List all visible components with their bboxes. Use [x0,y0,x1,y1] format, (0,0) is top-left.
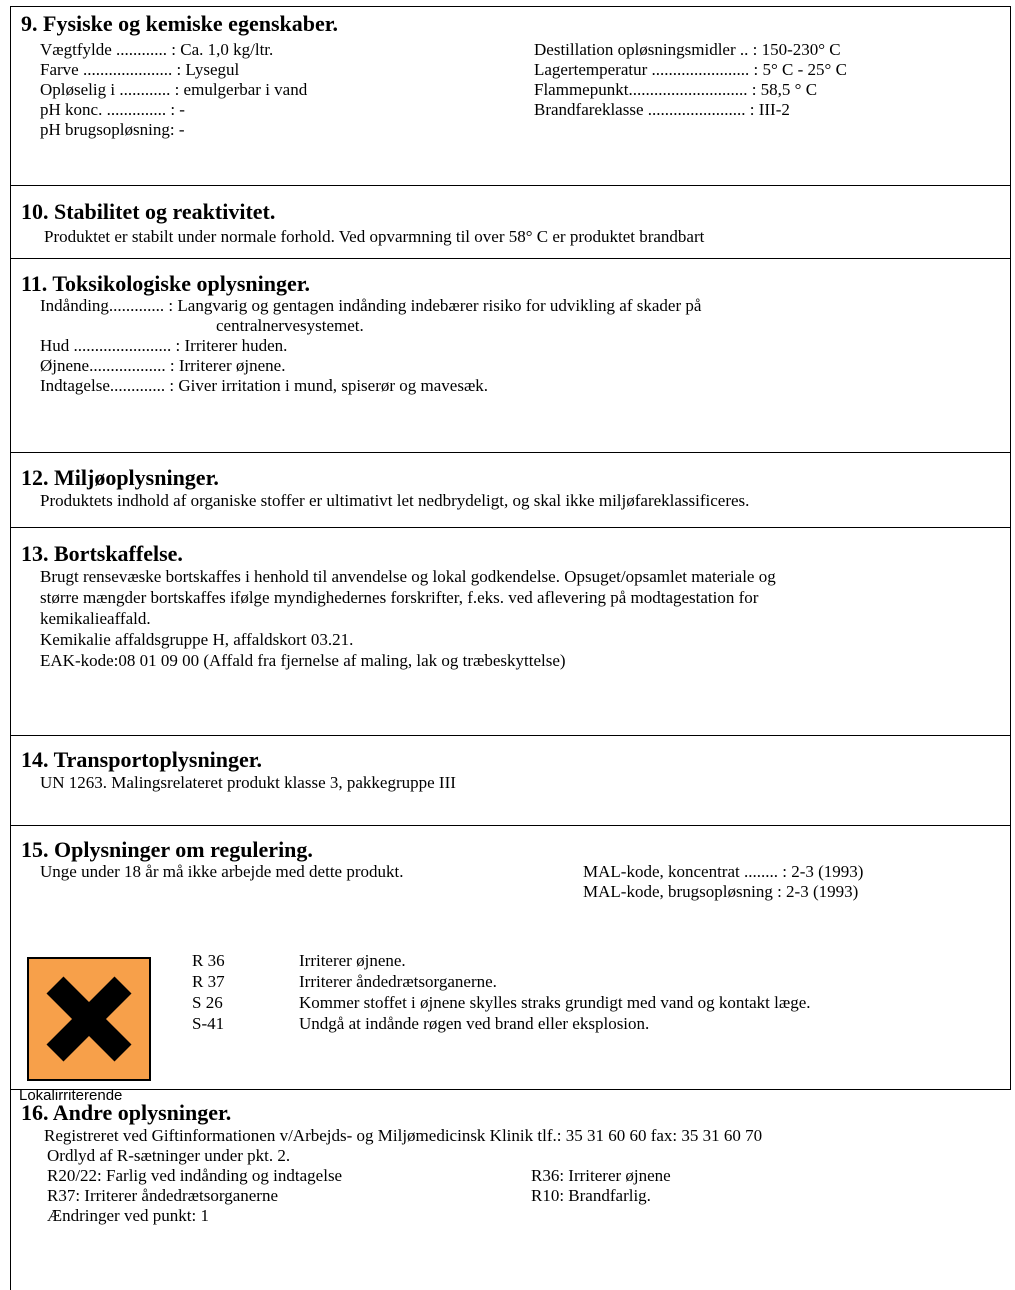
mal-code-concentrate: MAL-kode, koncentrat ........ : 2-3 (1993) [583,862,864,881]
phrase-code: S-41 [192,1014,225,1033]
r-phrase-left: R37: Irriterer åndedrætsorganerne [47,1186,278,1205]
poison-info-line: Registreret ved Giftinformationen v/Arbejds- og Miljømedicinsk Klinik tlf.: 35 31 60 60 fax: 35 31 60 70 [44,1126,763,1145]
stability-text: Produktet er stabilt under normale forhold. Ved opvarmning til over 58° C er produktet brandbart [44,227,705,246]
eak-code-line: EAK-kode:08 01 09 00 (Affald fra fjernelse af maling, lak og træbeskyttelse) [40,651,566,670]
inhalation-continued: centralnervesystemet. [216,316,364,335]
ph-solution-line: pH brugsopløsning: - [40,120,185,139]
section-14 [10,736,1011,826]
r-phrase-left: R20/22: Farlig ved indånding og indtagelse [47,1166,343,1185]
r-phrase-right: R36: Irriterer øjnene [531,1166,671,1185]
section-12-heading: 12. Miljøoplysninger. [21,465,219,490]
distillation-line: Destillation opløsningsmidler .. : 150-230° C [534,40,841,59]
section-15 [10,826,1011,1104]
phrase-text: Kommer stoffet i øjnene skylles straks grundigt med vand og kontakt læge. [299,993,811,1012]
storage-temp-line: Lagertemperatur ....................... : 5° C - 25° C [534,60,847,79]
solubility-line: Opløselig i ............ : emulgerbar i vand [40,80,308,99]
section-9 [10,6,1011,186]
age-restriction-text: Unge under 18 år må ikke arbejde med dette produkt. [40,862,404,881]
section-9-heading: 9. Fysiske og kemiske egenskaber. [21,11,338,36]
flashpoint-line: Flammepunkt............................ : 58,5 ° C [534,80,818,99]
fire-class-line: Brandfareklasse ....................... : III-2 [534,100,790,119]
section-16-heading: 16. Andre oplysninger. [21,1100,232,1125]
disposal-line-1: Brugt rensevæske bortskaffes i henhold til anvendelse og lokal godkendelse. Opsuget/opsamlet materiale og [40,567,776,586]
irritant-hazard-symbol [27,957,151,1081]
section-11-heading: 11. Toksikologiske oplysninger. [21,271,310,296]
section-16 [10,1090,1011,1290]
phrase-code: R 36 [192,951,225,970]
r-phrases-intro: Ordlyd af R-sætninger under pkt. 2. [47,1146,291,1165]
eyes-line: Øjnene.................. : Irriterer øjnene. [40,356,286,375]
phrase-text: Undgå at indånde røgen ved brand eller eksplosion. [299,1014,650,1033]
environment-text: Produktets indhold af organiske stoffer er ultimativt let nedbrydeligt, og skal ikke miljøfareklassificeres. [40,491,750,510]
ph-conc-line: pH konc. .............. : - [40,100,185,119]
section-13 [10,528,1011,736]
color-line: Farve ..................... : Lysegul [40,60,240,79]
section-10-heading: 10. Stabilitet og reaktivitet. [21,199,276,224]
section-13-heading: 13. Bortskaffelse. [21,541,183,566]
mal-code-solution: MAL-kode, brugsopløsning : 2-3 (1993) [583,882,859,901]
phrase-code: S 26 [192,993,223,1012]
phrase-code: R 37 [192,972,225,991]
disposal-line-2: større mængder bortskaffes ifølge myndighedernes forskrifter, f.eks. ved aflevering på modtagestation for [40,588,759,607]
transport-text: UN 1263. Malingsrelateret produkt klasse 3, pakkegruppe III [40,773,456,792]
phrase-text: Irriterer åndedrætsorganerne. [299,972,497,991]
hazard-label: Lokalirriterende [19,1087,123,1104]
section-10 [10,186,1011,259]
ingestion-line: Indtagelse............. : Giver irritation i mund, spiserør og mavesæk. [40,376,489,395]
section-12 [10,453,1011,528]
changes-line: Ændringer ved punkt: 1 [47,1206,209,1225]
r-phrase-right: R10: Brandfarlig. [531,1186,651,1205]
document-page [10,0,1013,1290]
section-14-heading: 14. Transportoplysninger. [21,747,263,772]
section-11 [10,259,1011,453]
skin-line: Hud ....................... : Irriterer huden. [40,336,288,355]
waste-group-line: Kemikalie affaldsgruppe H, affaldskort 03.21. [40,630,354,649]
disposal-line-3: kemikalieaffald. [40,609,151,628]
section-15-heading: 15. Oplysninger om regulering. [21,837,313,862]
phrase-text: Irriterer øjnene. [299,951,406,970]
inhalation-line: Indånding............. : Langvarig og gentagen indånding indebærer risiko for udvikling af skader på [40,296,702,315]
density-line: Vægtfylde ............ : Ca. 1,0 kg/ltr. [40,40,274,59]
